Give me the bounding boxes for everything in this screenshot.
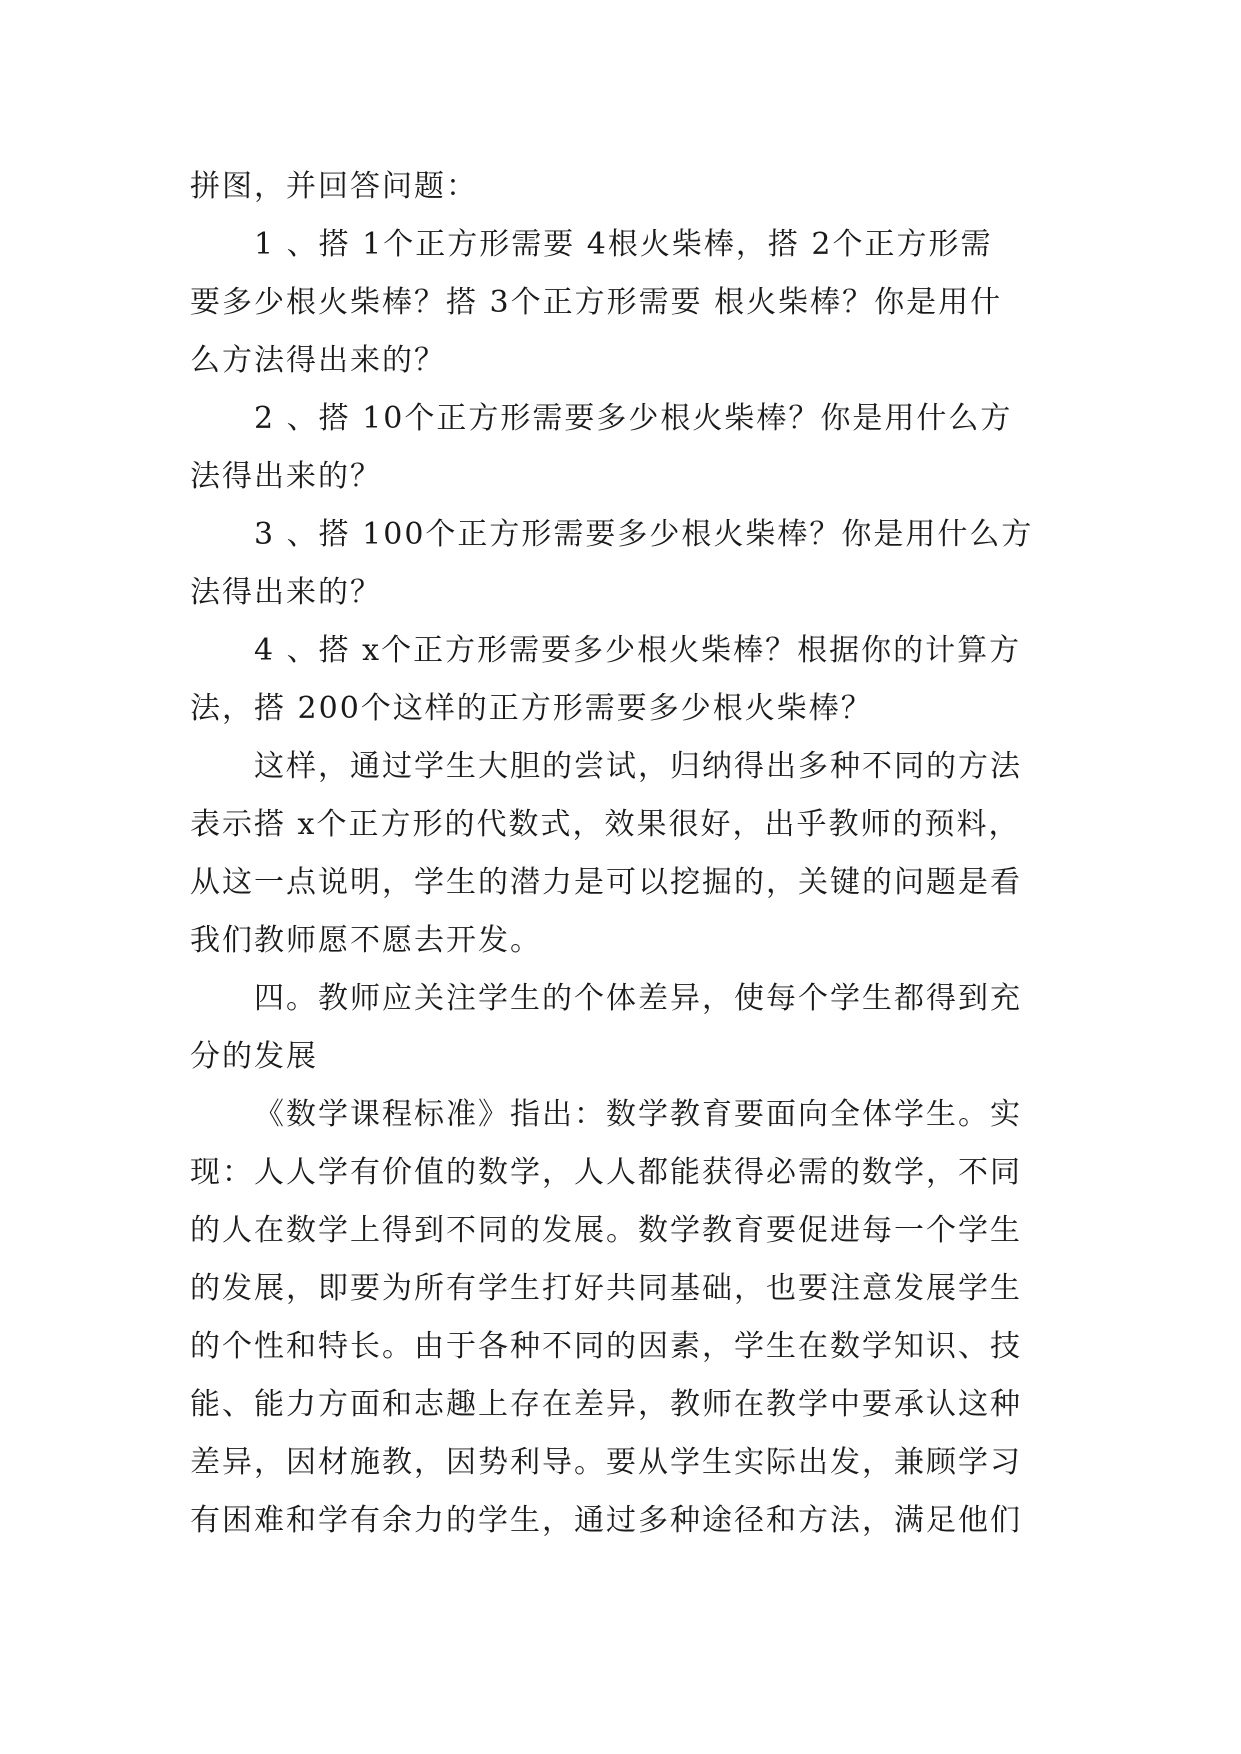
text-line: 从这一点说明，学生的潜力是可以挖掘的，关键的问题是看 — [190, 865, 1022, 900]
paragraph-start-line: 这样，通过学生大胆的尝试，归纳得出多种不同的方法 — [254, 749, 1022, 784]
text-line: 么方法得出来的？ — [190, 343, 446, 378]
text-line: 的人在数学上得到不同的发展。数学教育要促进每一个学生 — [190, 1213, 1022, 1248]
text-line: 法，搭 200个这样的正方形需要多少根火柴棒？ — [190, 691, 873, 726]
text-line: 要多少根火柴棒？搭 3个正方形需要 根火柴棒？你是用什 — [190, 285, 1003, 320]
question-2-line: 2 、搭 10个正方形需要多少根火柴棒？你是用什么方 — [254, 401, 1013, 436]
question-4-line: 4 、搭 x个正方形需要多少根火柴棒？根据你的计算方 — [254, 633, 1022, 668]
section-heading-line: 四。教师应关注学生的个体差异，使每个学生都得到充 — [254, 981, 1022, 1016]
paragraph-start-line: 《数学课程标准》指出：数学教育要面向全体学生。实 — [254, 1097, 1022, 1132]
text-line: 表示搭 x个正方形的代数式，效果很好，出乎教师的预料， — [190, 807, 1021, 842]
text-line: 能、能力方面和志趣上存在差异，教师在教学中要承认这种 — [190, 1387, 1022, 1422]
text-line: 的个性和特长。由于各种不同的因素，学生在数学知识、技 — [190, 1329, 1022, 1364]
text-line: 的发展，即要为所有学生打好共同基础，也要注意发展学生 — [190, 1271, 1022, 1306]
section-heading-line: 分的发展 — [190, 1039, 318, 1074]
text-line: 我们教师愿不愿去开发。 — [190, 923, 542, 958]
text-line: 拼图，并回答问题： — [190, 169, 478, 204]
text-line: 现：人人学有价值的数学，人人都能获得必需的数学，不同 — [190, 1155, 1022, 1190]
text-line: 法得出来的？ — [190, 575, 382, 610]
question-3-line: 3 、搭 100个正方形需要多少根火柴棒？你是用什么方 — [254, 517, 1034, 552]
document-body — [190, 158, 1050, 1550]
text-line: 法得出来的？ — [190, 459, 382, 494]
text-line: 差异，因材施教，因势利导。要从学生实际出发，兼顾学习 — [190, 1445, 1022, 1480]
question-1-line: 1 、搭 1个正方形需要 4根火柴棒，搭 2个正方形需 — [254, 227, 993, 262]
text-line: 有困难和学有余力的学生，通过多种途径和方法，满足他们 — [190, 1503, 1022, 1538]
